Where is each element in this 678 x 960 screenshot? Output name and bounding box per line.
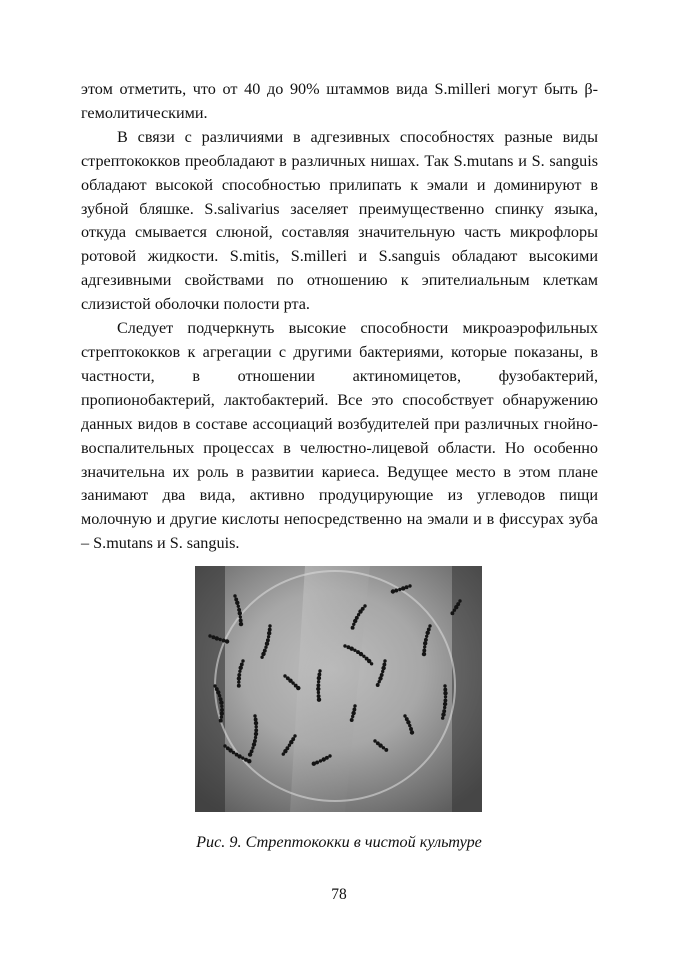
coccus xyxy=(370,662,373,665)
coccus xyxy=(317,694,321,698)
coccus xyxy=(443,691,447,695)
coccus xyxy=(283,674,286,677)
coccus xyxy=(317,691,320,694)
coccus xyxy=(267,631,271,635)
coccus xyxy=(353,704,356,707)
coccus xyxy=(317,676,321,680)
coccus xyxy=(453,609,456,612)
coccus xyxy=(239,622,243,626)
coccus xyxy=(220,708,224,712)
coccus xyxy=(328,754,331,757)
coccus xyxy=(428,624,431,627)
coccus xyxy=(215,636,219,640)
coccus xyxy=(408,584,411,587)
coccus xyxy=(378,676,382,680)
coccus xyxy=(265,642,269,646)
coccus xyxy=(441,716,444,719)
coccus xyxy=(237,605,240,608)
coccus xyxy=(443,702,447,706)
coccus xyxy=(225,639,229,643)
paragraph-2: В связи с различиями в адгезивных способностях разные виды стрептококков преобладают в различных нишах. Так S.mutans и S. sanguis обладают высокой способностью прилипать к эмали и доминируют в зубной бляшке. S.salivarius заселяет преимущественно спинку языка, откуда смывается слюной, составляя значительную часть микрофлоры ротовой жидкости. S.mitis, S.milleri и S.sanguis обладают высокими адгезивными свойствами по отношению к эпителиальным клеткам слизистой оболочки полости рта. xyxy=(81,127,598,314)
coccus xyxy=(422,649,426,653)
coccus xyxy=(213,684,216,687)
coccus xyxy=(261,652,265,656)
coccus xyxy=(382,663,386,667)
coccus xyxy=(381,670,384,673)
coccus xyxy=(318,669,321,672)
coccus xyxy=(423,645,426,648)
coccus xyxy=(363,604,366,607)
coccus xyxy=(381,666,385,670)
coccus xyxy=(443,688,447,692)
coccus xyxy=(351,626,355,630)
coccus xyxy=(406,720,410,724)
coccus xyxy=(316,687,320,691)
coccus xyxy=(352,708,356,712)
coccus xyxy=(376,683,380,687)
coccus xyxy=(247,759,251,763)
coccus xyxy=(441,712,445,716)
coccus xyxy=(401,586,405,590)
coccus xyxy=(282,752,285,755)
coccus xyxy=(237,676,241,680)
coccus xyxy=(252,742,256,746)
coccus xyxy=(254,728,258,732)
figure-caption: Рис. 9. Стрептококки в чистой культуре xyxy=(196,833,482,851)
coccus xyxy=(408,724,411,727)
coccus xyxy=(319,759,322,762)
coccus xyxy=(238,670,241,673)
coccus xyxy=(424,638,428,642)
coccus xyxy=(264,646,267,649)
coccus xyxy=(443,706,446,709)
coccus xyxy=(237,608,241,612)
coccus xyxy=(351,715,354,718)
coccus xyxy=(254,721,258,725)
coccus xyxy=(293,734,296,737)
coccus xyxy=(268,628,272,632)
coccus xyxy=(251,746,254,749)
coccus xyxy=(353,649,356,652)
coccus xyxy=(391,589,395,593)
coccus xyxy=(426,631,430,635)
page-number: 78 xyxy=(331,886,347,903)
coccus xyxy=(410,730,414,734)
coccus xyxy=(458,599,461,602)
coccus xyxy=(444,695,447,698)
coccus xyxy=(422,652,426,656)
coccus xyxy=(403,714,406,717)
coccus xyxy=(260,656,263,659)
coccus xyxy=(384,748,388,752)
coccus xyxy=(233,594,236,597)
coccus xyxy=(218,694,221,697)
coccus xyxy=(237,673,241,677)
coccus xyxy=(219,719,223,723)
coccus xyxy=(239,615,242,618)
coccus xyxy=(425,635,428,638)
coccus xyxy=(317,673,321,677)
coccus xyxy=(232,751,235,754)
coccus xyxy=(220,715,223,718)
coccus xyxy=(351,711,355,715)
coccus xyxy=(237,680,240,683)
coccus xyxy=(353,619,357,623)
coccus xyxy=(220,711,224,715)
coccus xyxy=(317,698,321,702)
micrograph-image xyxy=(195,566,482,812)
coccus xyxy=(443,684,446,687)
coccus xyxy=(255,725,258,728)
coccus xyxy=(216,690,220,694)
coccus xyxy=(253,714,256,717)
coccus xyxy=(219,638,222,641)
coccus xyxy=(248,752,252,756)
coccus xyxy=(316,683,320,687)
coccus xyxy=(423,641,427,645)
paragraph-1: этом отметить, что от 40 до 90% штаммов вида S.milleri могут быть β-гемолитическими. xyxy=(81,80,598,122)
coccus xyxy=(241,756,244,759)
coccus xyxy=(237,684,241,688)
micrograph-figure xyxy=(195,566,482,812)
coccus xyxy=(398,588,401,591)
coccus xyxy=(267,635,270,638)
coccus xyxy=(254,718,258,722)
coccus xyxy=(317,680,320,683)
coccus xyxy=(312,762,316,766)
coccus xyxy=(219,701,223,705)
coccus xyxy=(219,697,223,701)
body-text xyxy=(81,78,598,556)
coccus xyxy=(288,744,291,747)
coccus xyxy=(238,611,242,615)
coccus xyxy=(357,613,360,616)
coccus xyxy=(241,659,244,662)
coccus xyxy=(443,698,447,702)
coccus xyxy=(223,744,226,747)
coccus xyxy=(383,659,386,662)
coccus xyxy=(373,739,376,742)
coccus xyxy=(254,736,257,739)
coccus xyxy=(296,686,300,690)
coccus xyxy=(343,644,346,647)
coccus xyxy=(322,757,326,761)
coccus xyxy=(239,666,243,670)
coccus xyxy=(378,680,381,683)
coccus xyxy=(254,732,258,736)
coccus xyxy=(235,601,239,605)
coccus xyxy=(450,611,454,615)
paragraph-3: Следует подчеркнуть высокие способности микроаэрофильных стрептококков к агрегации с другими бактериями, которые показаны, в частности, в отношении актиномицетов, фузобактерий, пропионобактерий, лактобактерий. Все это способствует обнаружению данных видов в составе ассоциаций возбудителей при различных гнойно-воспалительных процессах в челюстно-лицевой области. Но особенно значительна их роль в развитии кариеса. Ведущее место в этом плане занимают два вида, активно продуцирующие из углеводов пищи молочную и другие кислоты непосредственно на эмали и в фиссурах зуба – S.mutans и S. sanguis. xyxy=(81,319,598,553)
coccus xyxy=(268,624,271,627)
coccus xyxy=(442,709,446,713)
coccus xyxy=(350,718,354,722)
coccus xyxy=(239,619,243,623)
coccus xyxy=(208,634,211,637)
coccus xyxy=(220,705,223,708)
coccus xyxy=(352,623,355,626)
